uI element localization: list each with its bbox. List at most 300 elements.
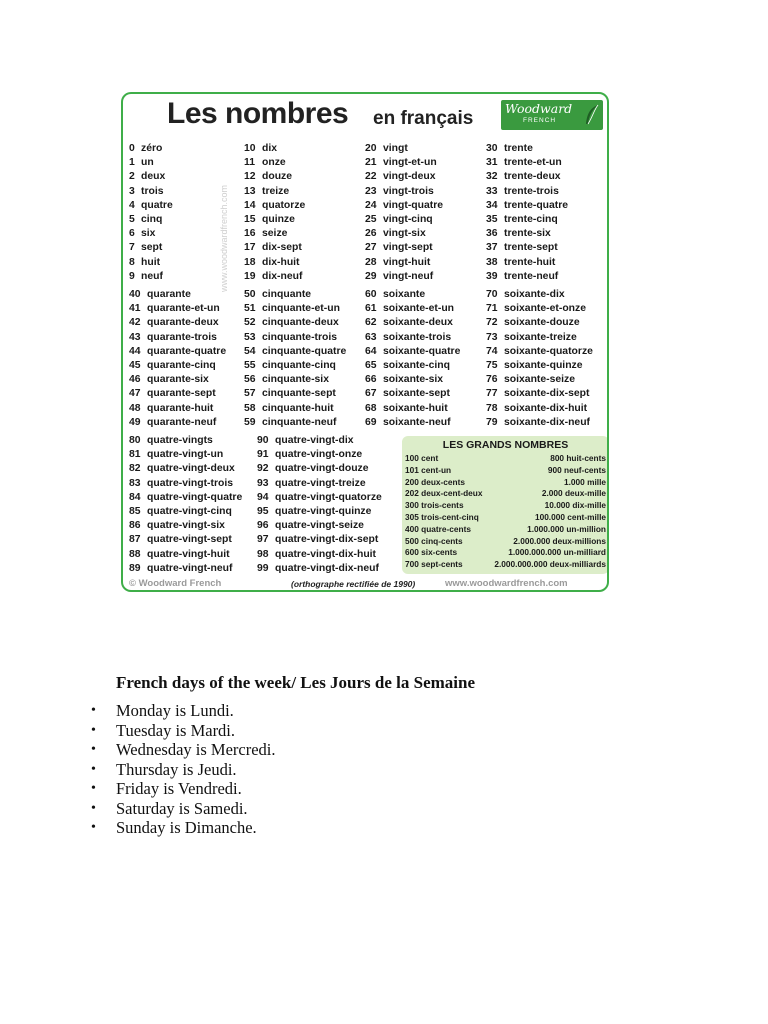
number-word: quatre-vingt-trois [147, 477, 234, 489]
number-digit: 51 [244, 303, 256, 315]
day-item [91, 740, 276, 760]
number-entry [365, 227, 426, 241]
number-digit: 91 [257, 449, 269, 461]
spelling-note: (orthographe rectifiée de 1990) [291, 579, 416, 589]
number-digit: 32 [486, 171, 498, 183]
poster-subtitle: en français [373, 108, 474, 129]
number-entry [129, 416, 216, 430]
number-entry [244, 402, 334, 416]
number-word: soixante-sept [383, 388, 450, 400]
watermark: www.woodwardfrench.com [219, 184, 229, 292]
day-text: Friday is Vendredi. [116, 779, 242, 798]
number-word: soixante-trois [383, 331, 452, 343]
grand-number-entry: 500 cinq-cents [405, 535, 463, 546]
number-digit: 76 [486, 374, 498, 386]
number-digit: 17 [244, 242, 256, 254]
grand-number-entry: 2.000 deux-mille [541, 488, 606, 499]
number-entry [129, 241, 162, 255]
day-item [91, 720, 276, 741]
number-word: soixante-dix-neuf [504, 416, 591, 428]
number-word: quatre [141, 199, 173, 211]
number-digit: 45 [129, 360, 141, 371]
day-text: Thursday is Jeudi. [116, 759, 237, 779]
number-word: trente-cinq [504, 214, 558, 225]
number-word: soixante-six [383, 374, 444, 386]
number-digit: 88 [129, 548, 141, 560]
day-item [91, 701, 276, 721]
number-word: six [141, 228, 156, 240]
number-entry [129, 505, 232, 519]
day-item [91, 779, 276, 799]
number-digit: 84 [129, 491, 141, 503]
bullet-icon: • [91, 800, 96, 816]
number-digit: 43 [129, 331, 141, 343]
number-word: dix-sept [262, 242, 302, 254]
number-entry [129, 345, 226, 359]
number-entry [244, 270, 302, 284]
number-digit: 25 [365, 214, 377, 225]
number-entry [486, 316, 580, 330]
number-digit: 86 [129, 520, 141, 532]
bullet-icon: • [91, 722, 96, 738]
number-entry [244, 241, 302, 255]
number-digit: 57 [244, 388, 256, 400]
number-word: trente [504, 143, 533, 154]
number-word: quatre-vingt-neuf [147, 562, 233, 574]
copyright-footer: © Woodward French [129, 578, 222, 589]
number-digit: 44 [129, 345, 141, 357]
number-word: vingt-quatre [383, 199, 444, 211]
number-digit: 14 [244, 199, 256, 211]
grands-nombres-title: LES GRANDS NOMBRES [442, 439, 569, 451]
number-word: quatre-vingt-huit [147, 548, 230, 560]
number-word: cinquante-neuf [262, 416, 337, 428]
number-entry [486, 227, 551, 241]
number-digit: 46 [129, 374, 141, 386]
number-entry [129, 434, 213, 448]
number-word: cinquante-huit [262, 402, 334, 414]
number-entry [244, 142, 277, 156]
number-entry [129, 270, 163, 284]
number-word: quatre-vingt-onze [275, 449, 363, 461]
number-digit: 60 [365, 289, 377, 300]
number-word: soixante-et-un [383, 303, 455, 315]
number-digit: 37 [486, 242, 498, 254]
number-word: vingt-et-un [383, 157, 437, 169]
grand-number-entry: 1.000.000.000 un-milliard [508, 547, 606, 558]
number-entry [244, 416, 336, 430]
number-entry [365, 142, 408, 156]
number-digit: 81 [129, 449, 141, 461]
number-word: soixante-deux [383, 317, 453, 329]
number-word: soixante-dix [504, 289, 565, 300]
number-entry [486, 302, 586, 316]
number-entry [257, 548, 376, 562]
number-word: quarante-huit [147, 402, 214, 414]
number-word: vingt-deux [383, 171, 436, 183]
number-entry [129, 519, 225, 533]
number-entry [244, 256, 300, 270]
number-entry [365, 387, 450, 401]
number-entry [365, 156, 437, 170]
number-entry [244, 359, 336, 373]
grand-number-entry: 400 quatre-cents [405, 523, 471, 534]
number-digit: 93 [257, 477, 269, 489]
number-entry [365, 185, 434, 199]
number-entry [257, 505, 371, 519]
number-digit: 67 [365, 388, 377, 400]
number-word: quatre-vingt-six [147, 520, 225, 532]
number-digit: 70 [486, 289, 498, 300]
number-entry [365, 256, 430, 270]
number-entry [486, 156, 562, 170]
number-entry [257, 462, 369, 476]
number-word: cinquante-cinq [262, 360, 336, 371]
number-digit: 85 [129, 506, 141, 517]
number-digit: 12 [244, 171, 256, 183]
number-word: cinquante-trois [262, 331, 338, 343]
number-word: quatre-vingt-dix-neuf [275, 562, 379, 574]
number-word: quatre-vingt-dix-huit [275, 548, 377, 560]
number-entry [129, 142, 162, 156]
number-digit: 29 [365, 270, 377, 282]
number-digit: 89 [129, 562, 141, 574]
number-digit: 15 [244, 214, 256, 225]
number-word: quatre-vingt-sept [147, 534, 232, 546]
number-entry [365, 402, 448, 416]
number-digit: 87 [129, 534, 141, 546]
number-digit: 30 [486, 143, 498, 154]
logo-name: Woodward [505, 101, 573, 116]
number-entry [129, 156, 154, 170]
number-entry [486, 288, 565, 302]
number-word: quatre-vingt-seize [275, 520, 364, 532]
grand-number-entry: 2.000.000.000 deux-milliards [494, 559, 606, 570]
number-word: quarante-et-un [147, 303, 220, 315]
number-digit: 18 [244, 256, 256, 268]
number-digit: 53 [244, 331, 256, 343]
number-digit: 11 [244, 157, 255, 169]
number-word: soixante-dix-sept [504, 388, 590, 400]
number-digit: 41 [129, 303, 141, 315]
number-entry [244, 373, 329, 387]
number-entry [365, 359, 450, 373]
number-digit: 78 [486, 402, 498, 414]
number-word: soixante-et-onze [504, 303, 586, 315]
number-word: trente-et-un [504, 157, 562, 169]
grand-number-entry: 100.000 cent-mille [534, 512, 606, 522]
grand-number-entry: 300 trois-cents [405, 500, 464, 511]
number-digit: 23 [365, 185, 377, 197]
number-word: trente-quatre [504, 199, 569, 211]
number-entry [129, 213, 162, 227]
number-entry [257, 434, 354, 448]
number-digit: 56 [244, 374, 256, 386]
grand-number-entry: 100 cent [405, 453, 439, 463]
number-word: douze [262, 171, 293, 183]
number-digit: 10 [244, 143, 256, 154]
number-digit: 96 [257, 520, 269, 532]
number-digit: 36 [486, 228, 498, 240]
number-digit: 58 [244, 402, 256, 414]
number-digit: 4 [129, 199, 135, 211]
number-digit: 38 [486, 256, 498, 268]
number-entry [365, 302, 454, 316]
number-digit: 19 [244, 270, 256, 282]
day-text: Saturday is Samedi. [116, 798, 248, 818]
grand-number-entry: 700 sept-cents [405, 559, 463, 570]
number-digit: 92 [257, 463, 269, 475]
number-word: onze [262, 157, 286, 169]
number-word: quatre-vingt-douze [275, 463, 369, 475]
number-entry [129, 170, 165, 184]
number-digit: 9 [129, 270, 135, 282]
number-word: cinquante-et-un [262, 303, 340, 315]
number-entry [257, 533, 378, 547]
number-word: trente-six [504, 228, 551, 240]
number-digit: 50 [244, 289, 256, 300]
number-word: vingt-six [383, 228, 426, 240]
number-digit: 52 [244, 317, 256, 329]
number-entry [244, 302, 340, 316]
number-entry [365, 345, 460, 359]
number-word: quatre-vingts [147, 435, 213, 446]
days-list [91, 701, 276, 838]
number-digit: 28 [365, 256, 377, 268]
grand-number-entry: 2.000.000 deux-millions [513, 535, 606, 546]
number-entry [486, 402, 587, 416]
number-entry [129, 256, 160, 270]
number-digit: 49 [129, 416, 141, 428]
number-digit: 27 [365, 242, 377, 254]
number-word: trente-trois [504, 185, 559, 197]
number-digit: 33 [486, 185, 498, 197]
number-entry [244, 331, 337, 345]
number-entry [486, 213, 558, 227]
number-digit: 20 [365, 143, 377, 154]
number-entry [486, 387, 589, 401]
day-item [91, 818, 276, 838]
number-digit: 98 [257, 548, 269, 560]
number-digit: 77 [486, 388, 498, 400]
grand-number-entry: 1.000 mille [564, 476, 606, 487]
number-entry [129, 462, 235, 476]
number-word: quatre-vingt-cinq [147, 506, 232, 517]
number-word: quarante-trois [147, 331, 217, 343]
number-digit: 31 [486, 157, 498, 169]
number-word: quatorze [262, 199, 306, 211]
number-digit: 99 [257, 562, 269, 574]
number-entry [486, 331, 577, 345]
number-word: neuf [141, 270, 163, 282]
number-digit: 75 [486, 360, 498, 371]
number-entry [244, 227, 287, 241]
number-digit: 95 [257, 506, 269, 517]
number-word: quarante-cinq [147, 360, 216, 371]
number-word: quarante-neuf [147, 416, 217, 428]
number-digit: 54 [244, 345, 256, 357]
grand-number-entry: 600 six-cents [405, 547, 458, 558]
grand-number-entry: 900 neuf-cents [547, 464, 606, 475]
number-word: vingt-huit [383, 256, 431, 268]
day-text: Wednesday is Mercredi. [116, 740, 276, 759]
number-digit: 83 [129, 477, 141, 489]
bullet-icon: • [91, 820, 96, 835]
number-entry [244, 213, 295, 227]
number-digit: 42 [129, 317, 141, 329]
number-entry [129, 548, 230, 562]
number-word: quatre-vingt-deux [147, 463, 235, 475]
number-word: vingt-sept [383, 242, 433, 254]
number-digit: 1 [129, 157, 135, 169]
number-entry [486, 170, 561, 184]
number-entry [365, 331, 451, 345]
number-digit: 97 [257, 534, 269, 546]
number-word: quatre-vingt-dix [275, 435, 354, 446]
number-digit: 8 [129, 256, 135, 268]
number-word: quatre-vingt-quatorze [275, 491, 382, 503]
number-entry [486, 416, 590, 430]
number-digit: 79 [486, 416, 498, 428]
number-digit: 2 [129, 171, 135, 183]
number-word: zéro [141, 143, 163, 154]
number-digit: 94 [257, 491, 269, 503]
number-word: sept [141, 242, 163, 254]
number-word: deux [141, 171, 166, 183]
number-word: vingt-cinq [383, 214, 433, 225]
grands-nombres-box [402, 436, 609, 574]
number-digit: 48 [129, 402, 141, 414]
bullet-icon: • [91, 703, 96, 718]
number-digit: 5 [129, 214, 135, 225]
number-entry [486, 345, 593, 359]
number-entry [486, 256, 555, 270]
number-word: quatre-vingt-dix-sept [275, 534, 379, 546]
number-word: dix [262, 143, 278, 154]
number-word: soixante-neuf [383, 416, 451, 428]
number-word: vingt-trois [383, 185, 434, 197]
number-entry [365, 213, 433, 227]
number-digit: 71 [486, 303, 498, 315]
number-digit: 64 [365, 345, 377, 357]
day-item [91, 798, 276, 819]
number-digit: 82 [129, 463, 141, 475]
day-item [91, 759, 276, 780]
number-digit: 16 [244, 228, 256, 240]
number-entry [129, 288, 191, 302]
number-entry [365, 316, 453, 330]
number-word: quarante-deux [147, 317, 219, 329]
number-entry [129, 448, 223, 462]
number-digit: 63 [365, 331, 377, 343]
number-digit: 69 [365, 416, 377, 428]
number-entry [257, 477, 366, 491]
number-word: treize [262, 185, 290, 197]
number-entry [365, 199, 443, 213]
number-entry [129, 227, 155, 241]
number-word: cinquante-sept [262, 388, 336, 400]
number-entry [365, 373, 443, 387]
number-digit: 80 [129, 435, 141, 446]
days-heading: French days of the week/ Les Jours de la Semaine [116, 673, 476, 692]
number-entry [129, 402, 213, 416]
number-word: un [141, 157, 154, 169]
number-word: soixante-quinze [504, 360, 583, 371]
number-entry [129, 562, 232, 576]
number-word: dix-neuf [262, 270, 303, 282]
number-digit: 72 [486, 317, 498, 329]
number-word: soixante-cinq [383, 360, 450, 371]
grand-number-entry: 305 trois-cent-cinq [405, 512, 479, 522]
number-digit: 73 [486, 331, 498, 343]
number-entry [244, 185, 289, 199]
number-word: quarante-six [147, 374, 209, 386]
number-word: quarante [147, 289, 191, 300]
grand-number-entry: 1.000.000 un-million [527, 523, 606, 534]
number-entry [244, 288, 311, 302]
number-word: huit [141, 256, 161, 268]
poster-title: Les nombres [167, 97, 349, 130]
number-word: quinze [262, 214, 295, 225]
number-word: soixante-quatre [383, 345, 461, 357]
numbers-poster [121, 92, 609, 592]
number-entry [129, 331, 217, 345]
number-entry [365, 416, 451, 430]
number-word: quatre-vingt-quatre [147, 491, 243, 503]
number-digit: 0 [129, 143, 135, 154]
feather-icon [584, 104, 600, 126]
number-word: soixante-dix-huit [504, 402, 588, 414]
number-entry [129, 302, 220, 316]
number-word: quatre-vingt-quinze [275, 506, 372, 517]
number-word: cinquante-six [262, 374, 329, 386]
number-entry [244, 345, 346, 359]
number-digit: 66 [365, 374, 377, 386]
number-entry [365, 170, 436, 184]
logo-tag: FRENCH [523, 117, 557, 124]
number-entry [129, 387, 216, 401]
number-word: quarante-sept [147, 388, 216, 400]
number-digit: 7 [129, 242, 135, 254]
number-entry [486, 185, 559, 199]
grand-number-entry: 800 huit-cents [550, 453, 606, 463]
number-digit: 65 [365, 360, 377, 371]
number-digit: 62 [365, 317, 377, 329]
number-digit: 74 [486, 345, 498, 357]
number-entry [244, 199, 305, 213]
number-entry [129, 533, 232, 547]
number-digit: 59 [244, 416, 256, 428]
number-digit: 47 [129, 388, 141, 400]
number-word: quatre-vingt-un [147, 449, 224, 461]
number-digit: 13 [244, 185, 256, 197]
number-word: quatre-vingt-treize [275, 477, 366, 489]
number-entry [129, 316, 219, 330]
number-entry [257, 562, 379, 576]
grand-number-entry: 101 cent-un [405, 464, 452, 475]
number-digit: 90 [257, 435, 269, 446]
number-word: soixante-quatorze [504, 345, 593, 357]
number-entry [486, 199, 568, 213]
day-text: Sunday is Dimanche. [116, 818, 257, 837]
number-word: soixante-treize [504, 331, 577, 343]
number-entry [365, 288, 425, 302]
number-word: trente-deux [504, 171, 561, 183]
number-word: quarante-quatre [147, 345, 227, 357]
grand-number-entry: 200 deux-cents [405, 476, 465, 487]
number-word: vingt [383, 143, 408, 154]
number-digit: 68 [365, 402, 377, 414]
